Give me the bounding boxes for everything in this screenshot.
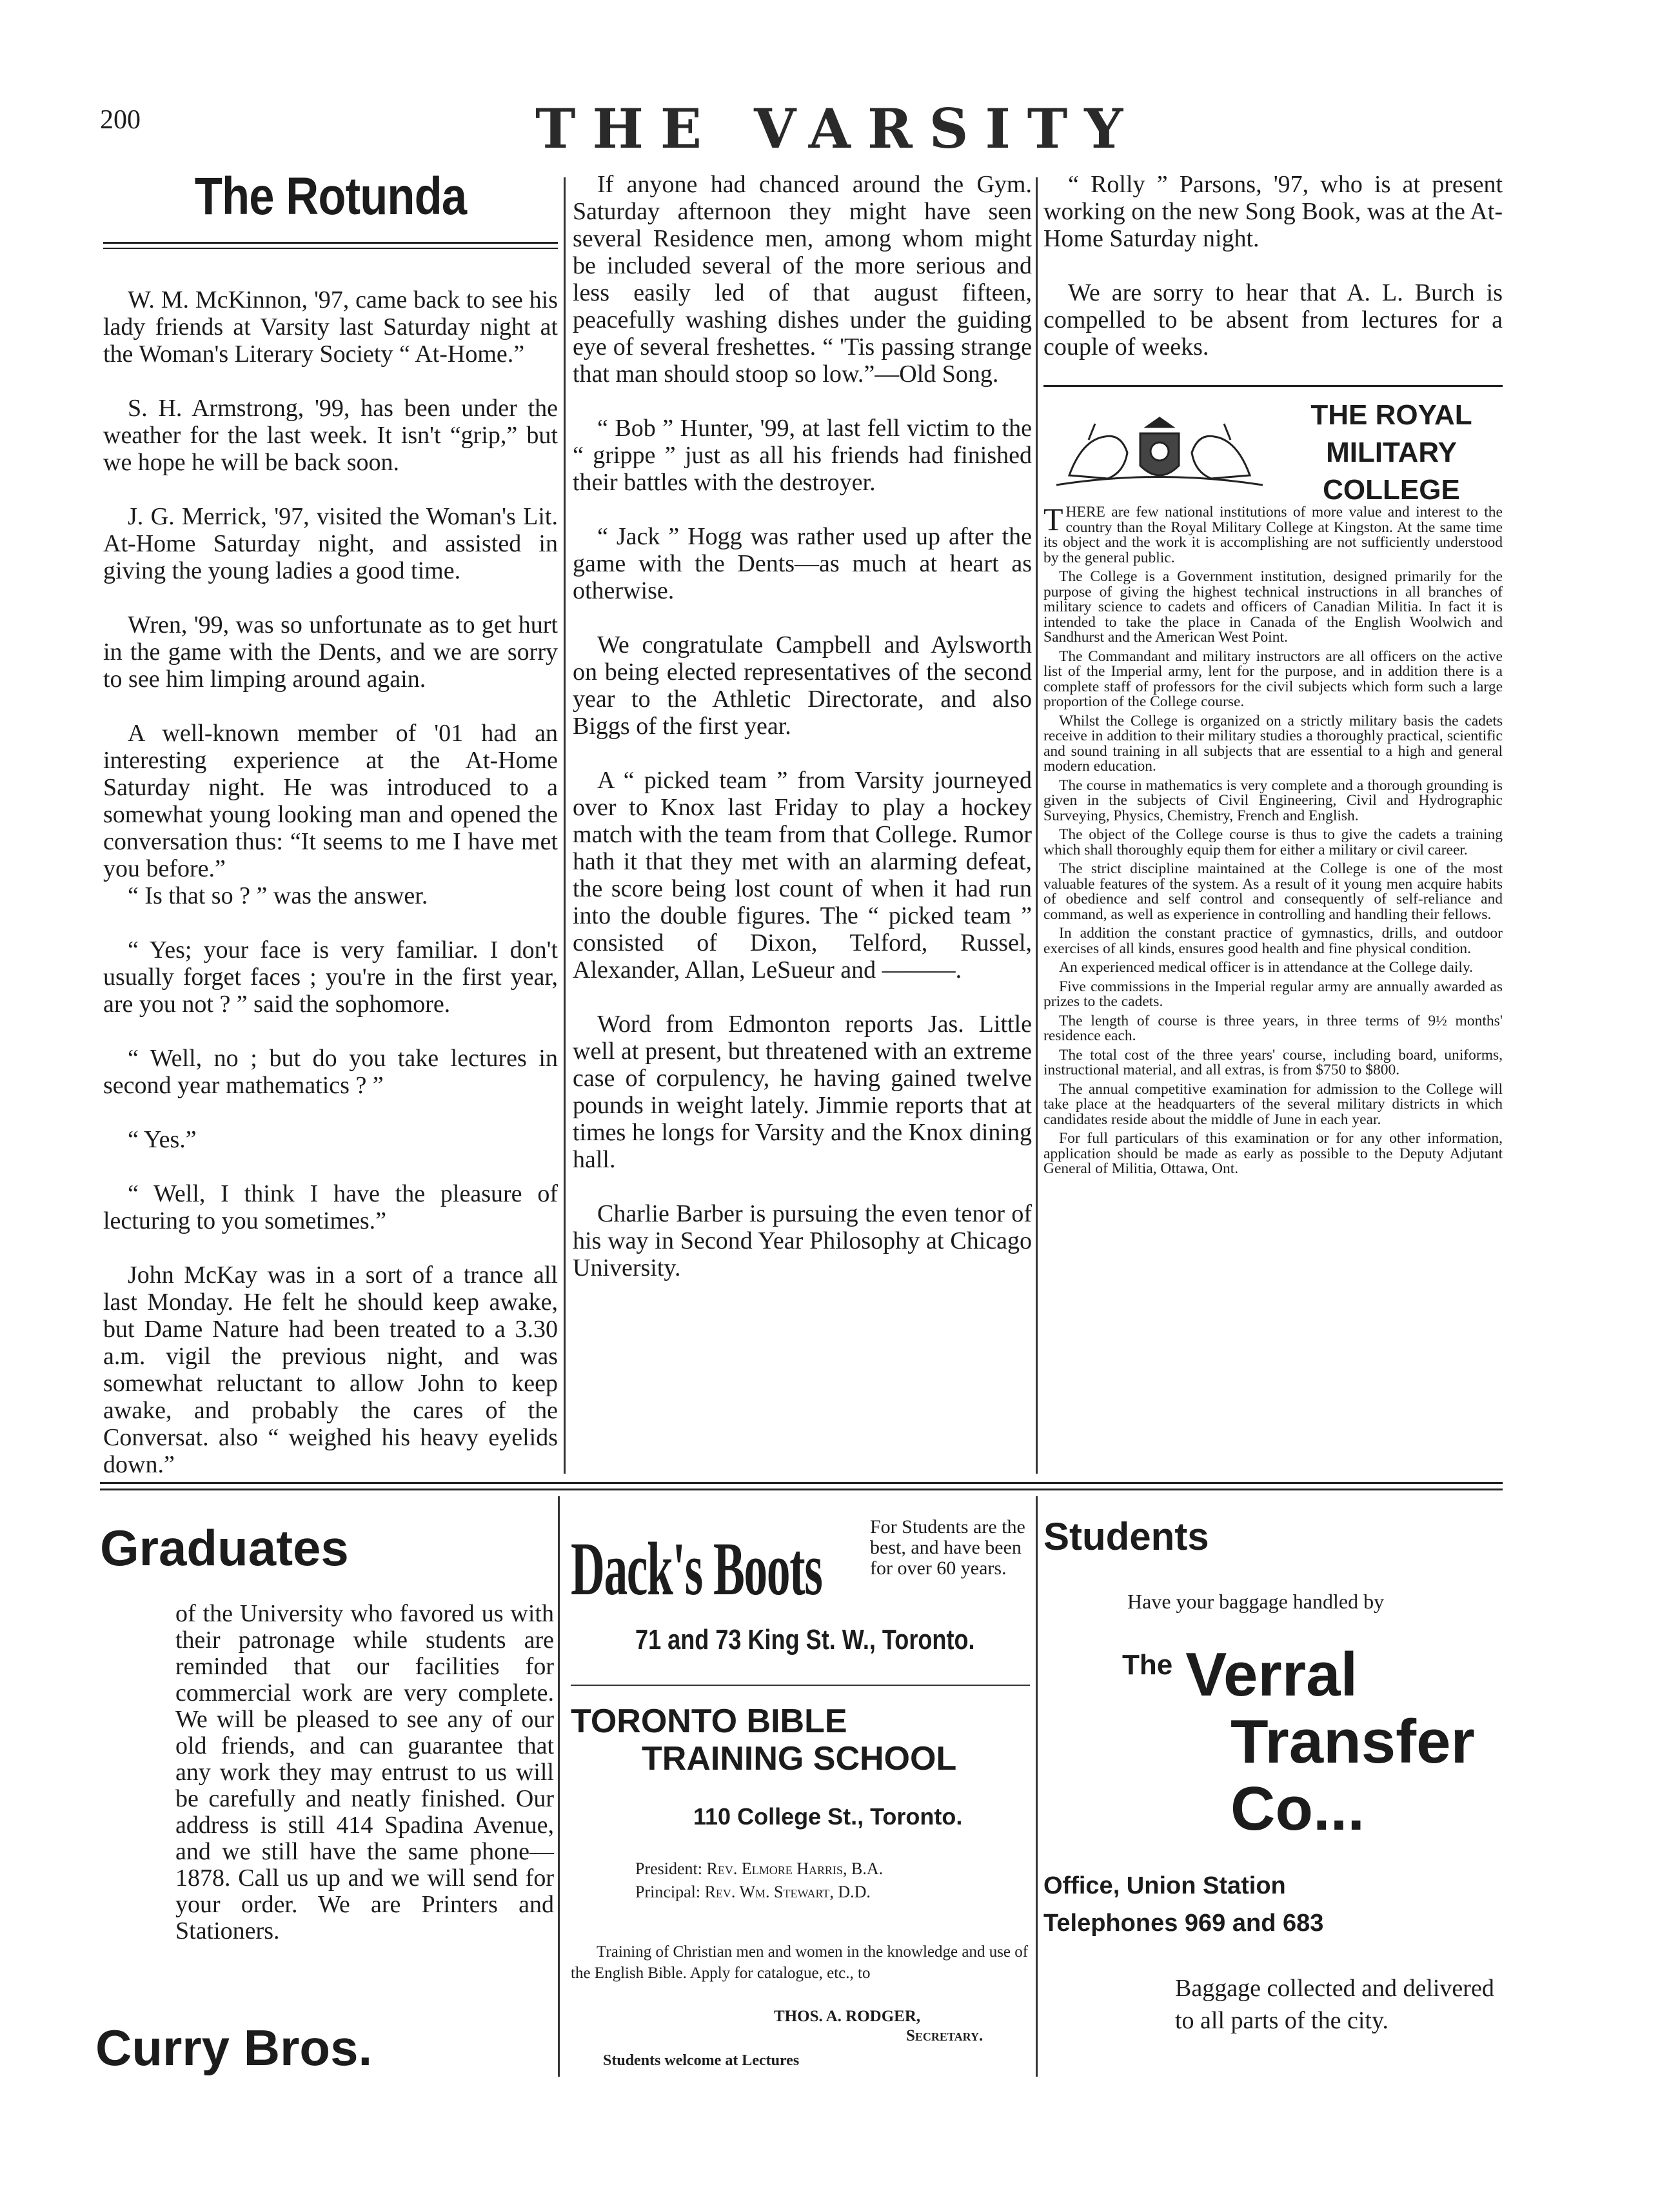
ads-rule — [100, 1482, 1503, 1484]
masthead: THE VARSITY — [535, 97, 1140, 161]
rmc-paragraph: For full particulars of this examination or for any other information, application should be made as early as possible to the Deputy Adjutant General of Militia, Ottawa, Ont. — [1043, 1130, 1503, 1177]
news-item: “ Bob ” Hunter, '99, at last fell victim to the “ grippe ” just as all his friends had finished their battles with the destroyer. — [573, 415, 1032, 496]
dacks-boots-blurb: For Students are the best, and have been for over 60 years. — [870, 1516, 1025, 1579]
rmc-paragraph: The strict discipline maintained at the College is one of the most valuable features of the system. As a result of it young men acquire habits of obedience and self control and consequently of self-reliance and command, as well as experience in controlling and handling their fellows. — [1043, 860, 1503, 923]
column-3 — [1043, 171, 1503, 1181]
news-item: W. M. McKinnon, '97, came back to see his lady friends at Varsity last Saturday night at the Woman's Literary Society “ At-Home.” — [103, 286, 558, 368]
drop-cap: T — [1043, 501, 1063, 537]
bible-school-officers — [635, 1857, 883, 1904]
rmc-paragraph: The annual competitive examination for admission to the College will take place at the headquarters of the several military districts in which candidates reside about the middle of June in each year. — [1043, 1080, 1503, 1128]
graduates-title: Graduates — [100, 1519, 349, 1576]
section-title: The Rotunda — [194, 167, 467, 226]
rmc-paragraph: The object of the College course is thus to give the cadets a training which shall thoroughly equip them for either a military or civil career. — [1043, 826, 1503, 858]
principal-line — [635, 1881, 883, 1904]
bible-school-title — [571, 1703, 956, 1777]
telephones-line: Telephones 969 and 683 — [1043, 1910, 1324, 1937]
rmc-paragraph: The College is a Government institution, designed primarily for the purpose of giving the highest technical instructions in all branches of military science to cadets and officers of Canadian Militia. In fact it is intended to take the place in Canada of the English Woolwich and Sandhurst and the American West Point. — [1043, 568, 1503, 646]
news-item: A well-known member of '01 had an interesting experience at the At-Home Saturday night. He was introduced to a somewhat young looking man and opened the conversation thus: “It seems to me I have met you before.” — [103, 720, 558, 882]
news-item: S. H. Armstrong, '99, has been under the weather for the last week. It isn't “grip,” but we hope he will be back soon. — [103, 395, 558, 476]
president-line — [635, 1857, 883, 1881]
ad-divider — [1036, 1496, 1038, 2077]
rmc-paragraph: The length of course is three years, in three terms of 9½ months' residence each. — [1043, 1012, 1503, 1044]
principal-label: Principal: — [635, 1883, 701, 1901]
verral-name-line: Verral — [1185, 1640, 1358, 1709]
news-item: Word from Edmonton reports Jas. Little well at present, but threatened with an extreme case of corpulency, he having gained twelve pounds in weight lately. Jimmie reports that at times he longs for Varsity and the Knox dining hall. — [573, 1011, 1032, 1173]
president-label: President: — [635, 1859, 702, 1878]
news-item: If anyone had chanced around the Gym. Saturday afternoon they might have seen several Residence men, among whom might be included several of the more serious and less easily led of that august fifteen, peacefully washing dishes under the guiding eye of several freshettes. “ 'Tis passing strange that man should stoop so low.”—Old Song. — [573, 171, 1032, 388]
rmc-title — [1280, 397, 1503, 509]
ads-rule — [100, 1489, 1503, 1490]
page-number: 200 — [100, 105, 141, 135]
rmc-paragraph — [1043, 501, 1503, 566]
rmc-paragraph: Whilst the College is organized on a strictly military basis the cadets receive in addition to their military studies a thoroughly practical, scientific and sound training in all subjects that are essential to a high and general modern education. — [1043, 712, 1503, 775]
graduates-body: of the University who favored us with their patronage while students are reminded that our facilities for commercial work are very complete. We will be pleased to see any of our old friends, and can guarantee that any work they may entrust to us will be carefully and neatly finished. Our address is still 414 Spadina Avenue, and we still have the same phone—1878. Call us up and we will send for your order. We are Printers and Stationers. — [175, 1600, 554, 1944]
news-item: John McKay was in a sort of a trance all last Monday. He felt he should keep awake, but Dame Nature had been treated to a 3.30 a.m. vigil the previous night, and was somewhat reluctant to allow John to keep awake, and probably the cares of the Conversat. also “ weighed his heavy eyelids down.” — [103, 1261, 558, 1478]
title-rule — [103, 242, 558, 249]
news-item: We congratulate Campbell and Aylsworth on being elected representatives of the second year to the Athletic Directorate, and also Biggs of the first year. — [573, 631, 1032, 740]
verral-the: The — [1122, 1649, 1173, 1681]
dacks-boots-title: Dack's Boots — [571, 1527, 822, 1611]
rmc-paragraph: An experienced medical officer is in attendance at the College daily. — [1059, 959, 1474, 976]
verral-office — [1043, 1867, 1323, 1942]
ad-divider — [558, 1496, 560, 2077]
bible-school-body — [571, 1941, 1030, 1984]
column-divider — [1036, 177, 1038, 1474]
news-item: We are sorry to hear that A. L. Burch is compelled to be absent from lectures for a couple of weeks. — [1043, 279, 1503, 361]
news-item: “ Rolly ” Parsons, '97, who is at present working on the new Song Book, was at the At-Home Saturday night. — [1043, 171, 1503, 252]
principal-name: Rev. Wm. Stewart, D.D. — [704, 1883, 871, 1901]
students-title: Students — [1043, 1515, 1209, 1558]
bible-school-title-line: TRAINING SCHOOL — [642, 1740, 957, 1777]
dialogue-line: “ Well, no ; but do you take lectures in second year mathematics ? ” — [103, 1045, 558, 1099]
news-item: J. G. Merrick, '97, visited the Woman's Lit. At-Home Saturday night, and assisted in giving the young ladies a good time. — [103, 503, 558, 584]
bible-school-welcome: Students welcome at Lectures — [603, 2052, 800, 2069]
dialogue — [103, 882, 558, 1234]
column-1 — [103, 167, 558, 1505]
column-divider — [564, 177, 566, 1474]
office-line: Office, Union Station — [1043, 1872, 1286, 1899]
secretary-title: Secretary. — [906, 2027, 983, 2044]
dacks-boots-address: 71 and 73 King St. W., Toronto. — [635, 1624, 975, 1656]
bible-school-signature — [774, 2007, 983, 2046]
baggage-text: Baggage collected and delivered to all parts of the city. — [1175, 1975, 1494, 2034]
rmc-header — [1043, 399, 1503, 506]
news-item: A “ picked team ” from Varsity journeyed over to Knox last Friday to play a hockey match with the team from that College. Rumor hath it that they met with an alarming defeat, the score being lost count of when it had run into the double figures. The “ picked team ” consisted of Dixon, Telford, Russel, Alexander, Allan, LeSueur and ———. — [573, 767, 1032, 984]
verral-name-line: Transfer — [1230, 1707, 1475, 1776]
news-item: Wren, '99, was so unfortunate as to get hurt in the game with the Dents, and we are sorry to see him limping around again. — [103, 611, 558, 693]
bible-school-text: Training of Christian men and women in the knowledge and use of the English Bible. Apply for catalogue, etc., to — [571, 1943, 1029, 1982]
verral-name-line: Co... — [1230, 1774, 1365, 1843]
curry-bros-signature: Curry Bros. — [95, 2019, 373, 2076]
dialogue-line: “ Yes; your face is very familiar. I don't usually forget faces ; you're in the first year, are you not ? ” said the sophomore. — [103, 936, 558, 1018]
rmc-paragraph: The total cost of the three years' course, including board, uniforms, instructional material, and all extras, is from $750 to $800. — [1043, 1046, 1503, 1078]
dialogue-line: “ Yes.” — [128, 1126, 197, 1153]
dialogue-line: “ Is that so ? ” was the answer. — [128, 882, 428, 909]
rmc-title-line: THE ROYAL — [1310, 399, 1472, 431]
news-item: “ Jack ” Hogg was rather used up after the game with the Dents—as much at heart as otherwise. — [573, 523, 1032, 604]
coat-of-arms-icon — [1043, 414, 1276, 491]
baggage-line: Have your baggage handled by — [1127, 1590, 1385, 1613]
dialogue-line: “ Well, I think I have the pleasure of lecturing to you sometimes.” — [103, 1180, 558, 1234]
president-name: Rev. Elmore Harris, B.A. — [706, 1859, 884, 1878]
rmc-title-line: MILITARY COLLEGE — [1323, 436, 1460, 506]
rmc-advertisement — [1043, 399, 1503, 1177]
rmc-body — [1043, 501, 1503, 1177]
bible-school-address: 110 College St., Toronto. — [693, 1803, 963, 1830]
news-item: Charlie Barber is pursuing the even tenor of his way in Second Year Philosophy at Chicago University. — [573, 1200, 1032, 1281]
rmc-paragraph: The course in mathematics is very complete and a thorough grounding is given in the subjects of Civil Engineering, Civil and Hydrographic Surveying, Physics, Chemistry, French and English. — [1043, 777, 1503, 824]
verral-transfer-name — [1122, 1641, 1475, 1843]
ad-separator — [571, 1685, 1030, 1686]
rmc-paragraph: In addition the constant practice of gymnastics, drills, and outdoor exercises of all kinds, ensures good health and fine physical condition. — [1043, 925, 1503, 957]
section-rule — [1043, 385, 1503, 387]
secretary-name: THOS. A. RODGER, — [774, 2008, 921, 2025]
column-2 — [573, 171, 1032, 1309]
bible-school-title-line: TORONTO BIBLE — [571, 1703, 847, 1740]
rmc-paragraph: The Commandant and military instructors are all officers on the active list of the Imperial army, lent for the purpose, and in addition there is a complete staff of professors for the civil subjects which form such a large proportion of the College course. — [1043, 648, 1503, 710]
rmc-paragraph-text: HERE are few national institutions of more value and interest to the country than the Royal Military College at Kingston. At the same time its object and the work it is accomplishing are not sufficiently understood by the general public. — [1043, 504, 1503, 566]
rmc-paragraph: Five commissions in the Imperial regular army are annually awarded as prizes to the cadets. — [1043, 978, 1503, 1010]
